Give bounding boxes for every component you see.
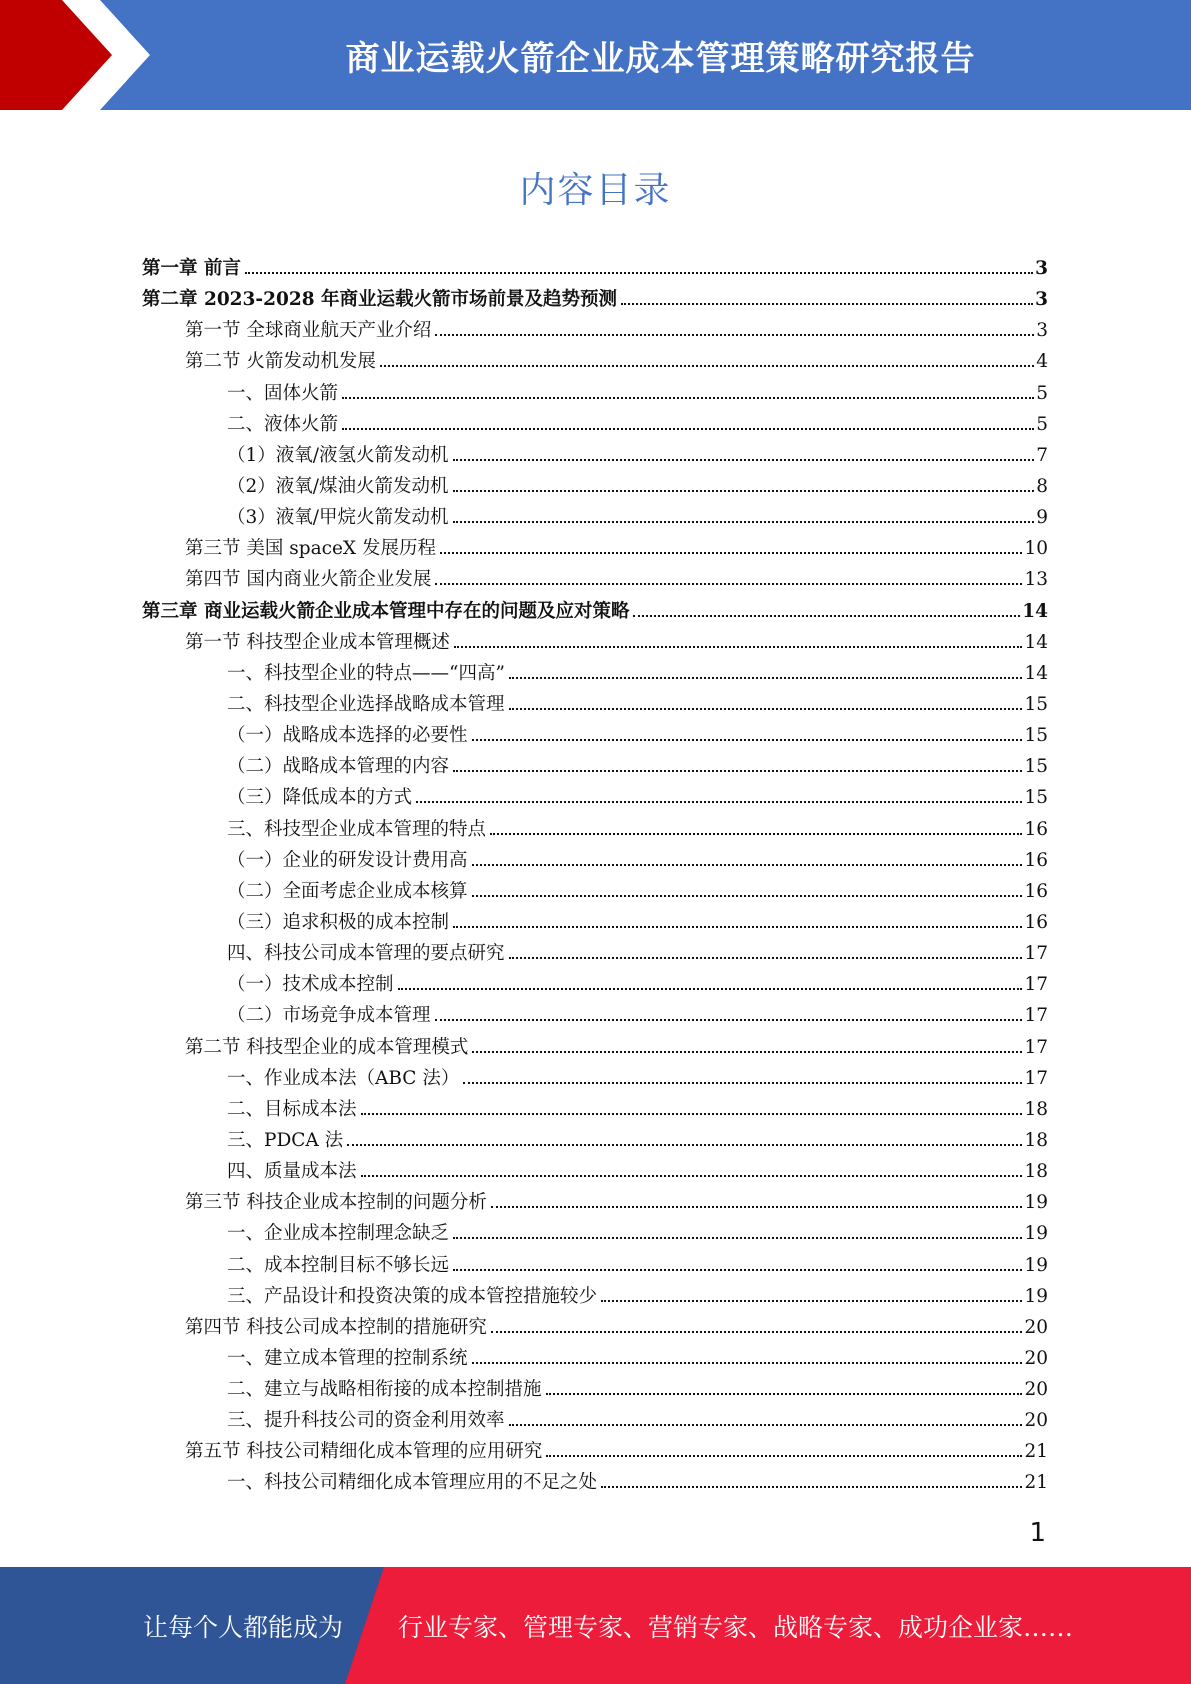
- toc-entry-page: 14: [1024, 631, 1048, 653]
- toc-dot-leader: [245, 272, 1033, 274]
- toc-dot-leader: [509, 677, 1023, 679]
- toc-entry-page: 8: [1036, 475, 1048, 497]
- toc-entry-label: （2）液氧/煤油火箭发动机: [227, 475, 449, 497]
- toc-entry[interactable]: [142, 1187, 1048, 1218]
- toc-entry[interactable]: [142, 346, 1048, 377]
- toc-entry-page: 20: [1024, 1347, 1048, 1369]
- toc-entry[interactable]: [142, 1125, 1048, 1156]
- toc-entry-page: 16: [1024, 849, 1048, 871]
- toc-dot-leader: [509, 1424, 1023, 1426]
- toc-entry-page: 4: [1036, 351, 1048, 373]
- toc-entry-label: 四、科技公司成本管理的要点研究: [227, 943, 505, 965]
- toc-entry[interactable]: [142, 1467, 1048, 1498]
- toc-entry-label: 第四节 科技公司成本控制的措施研究: [185, 1316, 487, 1338]
- report-title: 商业运载火箭企业成本管理策略研究报告: [345, 38, 976, 79]
- toc-dot-leader: [361, 1113, 1023, 1115]
- toc-entry[interactable]: [142, 471, 1048, 502]
- toc-entry[interactable]: [142, 907, 1048, 938]
- toc-dot-leader: [416, 801, 1022, 803]
- toc-dot-leader: [472, 739, 1023, 741]
- toc-entry-page: 18: [1024, 1129, 1048, 1151]
- toc-entry[interactable]: [142, 1312, 1048, 1343]
- toc-entry[interactable]: [142, 284, 1048, 315]
- toc-entry[interactable]: [142, 409, 1048, 440]
- toc-entry-label: 第一节 科技型企业成本管理概述: [185, 631, 450, 653]
- toc-dot-leader: [472, 895, 1023, 897]
- toc-entry-page: 16: [1024, 911, 1048, 933]
- toc-entry-page: 13: [1024, 569, 1048, 591]
- toc-entry[interactable]: [142, 658, 1048, 689]
- toc-entry[interactable]: [142, 440, 1048, 471]
- toc-entry-label: 二、目标成本法: [227, 1098, 357, 1120]
- toc-dot-leader: [621, 303, 1033, 305]
- toc-entry[interactable]: [142, 1156, 1048, 1187]
- toc-dot-leader: [546, 1393, 1023, 1395]
- toc-entry[interactable]: [142, 1063, 1048, 1094]
- toc-dot-leader: [380, 365, 1034, 367]
- toc-dot-leader: [509, 957, 1023, 959]
- header-banner: [0, 0, 1191, 110]
- toc-entry-page: 14: [1022, 600, 1048, 622]
- toc-entry-label: 第三节 美国 spaceX 发展历程: [185, 538, 436, 560]
- toc-entry-label: 第三节 科技企业成本控制的问题分析: [185, 1192, 487, 1214]
- toc-entry-label: 第二节 火箭发动机发展: [185, 351, 376, 373]
- toc-entry[interactable]: [142, 315, 1048, 346]
- toc-entry-page: 20: [1024, 1316, 1048, 1338]
- toc-entry-label: （二）市场竞争成本管理: [227, 1005, 431, 1027]
- toc-entry[interactable]: [142, 1218, 1048, 1249]
- footer-banner: [0, 1567, 1191, 1684]
- toc-entry-page: 17: [1024, 1036, 1048, 1058]
- toc-entry-label: 一、企业成本控制理念缺乏: [227, 1223, 450, 1245]
- toc-entry-page: 16: [1024, 880, 1048, 902]
- toc-entry-page: 15: [1024, 725, 1048, 747]
- toc-entry-page: 3: [1036, 320, 1048, 342]
- toc-entry-label: 三、PDCA 法: [227, 1129, 344, 1151]
- toc-entry[interactable]: [142, 689, 1048, 720]
- page-number: 1: [1029, 1518, 1046, 1548]
- toc-entry-label: 第四节 国内商业火箭企业发展: [185, 569, 432, 591]
- toc-entry[interactable]: [142, 627, 1048, 658]
- toc-entry-label: （三）追求积极的成本控制: [227, 911, 450, 933]
- toc-entry-page: 20: [1024, 1379, 1048, 1401]
- toc-dot-leader: [472, 1362, 1023, 1364]
- toc-dot-leader: [435, 334, 1034, 336]
- toc-entry-page: 3: [1035, 289, 1048, 311]
- toc-entry[interactable]: [142, 876, 1048, 907]
- toc-entry-label: 二、建立与战略相衔接的成本控制措施: [227, 1379, 542, 1401]
- toc-title: 内容目录: [519, 170, 672, 211]
- toc-entry-page: 19: [1024, 1223, 1048, 1245]
- toc-entry-label: 一、建立成本管理的控制系统: [227, 1347, 468, 1369]
- toc-dot-leader: [453, 459, 1035, 461]
- toc-entry-page: 10: [1024, 538, 1048, 560]
- toc-dot-leader: [453, 1269, 1022, 1271]
- toc-dot-leader: [435, 1019, 1023, 1021]
- toc-entry-page: 17: [1024, 1067, 1048, 1089]
- toc-entry[interactable]: [142, 1405, 1048, 1436]
- toc-dot-leader: [491, 1331, 1023, 1333]
- footer-slogan: 让每个人都能成为: [143, 1612, 344, 1642]
- toc-entry-label: 四、质量成本法: [227, 1161, 357, 1183]
- toc-dot-leader: [361, 1175, 1023, 1177]
- toc-dot-leader: [453, 926, 1022, 928]
- toc-entry[interactable]: [142, 596, 1048, 627]
- toc-dot-leader: [546, 1455, 1022, 1457]
- toc-dot-leader: [509, 708, 1023, 710]
- toc-entry-page: 15: [1024, 693, 1048, 715]
- toc-entry-label: （二）全面考虑企业成本核算: [227, 880, 468, 902]
- toc-entry-label: 第三章 商业运载火箭企业成本管理中存在的问题及应对策略: [142, 600, 630, 622]
- toc-dot-leader: [453, 521, 1035, 523]
- toc-entry[interactable]: [142, 814, 1048, 845]
- toc-dot-leader: [454, 646, 1023, 648]
- toc-entry-label: 第一节 全球商业航天产业介绍: [185, 320, 432, 342]
- toc-dot-leader: [453, 1237, 1022, 1239]
- toc-entry-label: 三、科技型企业成本管理的特点: [227, 818, 487, 840]
- toc-entry[interactable]: [142, 533, 1048, 564]
- toc-entry[interactable]: [142, 1094, 1048, 1125]
- toc-entry[interactable]: [142, 1000, 1048, 1031]
- toc-entry-label: （一）技术成本控制: [227, 974, 394, 996]
- toc-entry-label: （二）战略成本管理的内容: [227, 756, 450, 778]
- toc-entry-label: 三、提升科技公司的资金利用效率: [227, 1410, 505, 1432]
- toc-dot-leader: [453, 770, 1022, 772]
- table-of-contents: [142, 253, 1048, 1499]
- toc-entry-label: 二、液体火箭: [227, 413, 339, 435]
- toc-entry-label: 第一章 前言: [142, 258, 241, 279]
- toc-entry-page: 14: [1024, 662, 1048, 684]
- toc-entry-page: 5: [1036, 413, 1048, 435]
- toc-entry-page: 18: [1024, 1098, 1048, 1120]
- toc-entry[interactable]: [142, 845, 1048, 876]
- toc-entry-page: 5: [1036, 382, 1048, 404]
- toc-entry-label: 一、科技型企业的特点——“四高”: [227, 662, 505, 684]
- toc-entry-label: （三）降低成本的方式: [227, 787, 413, 809]
- toc-entry[interactable]: [142, 564, 1048, 595]
- toc-entry-page: 3: [1035, 258, 1048, 279]
- toc-dot-leader: [342, 397, 1034, 399]
- toc-entry[interactable]: [142, 1032, 1048, 1063]
- toc-entry-label: 第五节 科技公司精细化成本管理的应用研究: [185, 1441, 543, 1463]
- toc-dot-leader: [490, 833, 1022, 835]
- toc-entry-page: 19: [1024, 1285, 1048, 1307]
- toc-dot-leader: [472, 864, 1023, 866]
- toc-entry-label: 第二章 2023-2028 年商业运载火箭市场前景及趋势预测: [142, 289, 618, 311]
- toc-entry[interactable]: [142, 253, 1048, 284]
- toc-entry-page: 21: [1024, 1441, 1048, 1463]
- toc-entry[interactable]: [142, 751, 1048, 782]
- toc-entry[interactable]: [142, 1374, 1048, 1405]
- toc-entry-page: 9: [1036, 507, 1048, 529]
- toc-entry-label: （3）液氧/甲烷火箭发动机: [227, 507, 449, 529]
- toc-entry-page: 17: [1024, 1005, 1048, 1027]
- toc-entry-page: 17: [1024, 943, 1048, 965]
- toc-dot-leader: [601, 1486, 1022, 1488]
- toc-entry-page: 15: [1024, 756, 1048, 778]
- toc-dot-leader: [435, 583, 1022, 585]
- toc-dot-leader: [633, 615, 1020, 617]
- toc-entry-label: 一、固体火箭: [227, 382, 339, 404]
- toc-entry-page: 16: [1024, 818, 1048, 840]
- toc-dot-leader: [491, 1206, 1023, 1208]
- toc-entry-page: 18: [1024, 1161, 1048, 1183]
- toc-entry-label: （1）液氧/液氢火箭发动机: [227, 444, 449, 466]
- toc-dot-leader: [601, 1300, 1022, 1302]
- toc-entry-label: 二、成本控制目标不够长远: [227, 1254, 450, 1276]
- toc-dot-leader: [440, 552, 1022, 554]
- toc-entry-label: 二、科技型企业选择战略成本管理: [227, 693, 505, 715]
- toc-entry-page: 19: [1024, 1192, 1048, 1214]
- toc-entry-label: 第二节 科技型企业的成本管理模式: [185, 1036, 469, 1058]
- toc-dot-leader: [347, 1144, 1022, 1146]
- toc-dot-leader: [342, 428, 1034, 430]
- toc-entry[interactable]: [142, 720, 1048, 751]
- toc-entry-page: 17: [1024, 974, 1048, 996]
- toc-entry[interactable]: [142, 938, 1048, 969]
- toc-entry-label: （一）企业的研发设计费用高: [227, 849, 468, 871]
- toc-entry-label: 一、科技公司精细化成本管理应用的不足之处: [227, 1472, 598, 1494]
- toc-entry-label: （一）战略成本选择的必要性: [227, 725, 468, 747]
- toc-entry-label: 三、产品设计和投资决策的成本管控措施较少: [227, 1285, 598, 1307]
- toc-entry-page: 21: [1024, 1472, 1048, 1494]
- toc-entry-page: 20: [1024, 1410, 1048, 1432]
- toc-entry-page: 7: [1036, 444, 1048, 466]
- toc-dot-leader: [398, 988, 1023, 990]
- toc-entry[interactable]: [142, 1436, 1048, 1467]
- toc-entry[interactable]: [142, 969, 1048, 1000]
- toc-entry[interactable]: [142, 1250, 1048, 1281]
- toc-entry-label: 一、作业成本法（ABC 法）: [227, 1067, 460, 1089]
- toc-entry[interactable]: [142, 1343, 1048, 1374]
- toc-entry-page: 15: [1024, 787, 1048, 809]
- toc-entry[interactable]: [142, 378, 1048, 409]
- toc-dot-leader: [453, 490, 1035, 492]
- toc-entry[interactable]: [142, 1281, 1048, 1312]
- toc-dot-leader: [463, 1082, 1022, 1084]
- footer-roles: 行业专家、管理专家、营销专家、战略专家、成功企业家……: [398, 1612, 1074, 1642]
- toc-entry-page: 19: [1024, 1254, 1048, 1276]
- toc-dot-leader: [472, 1051, 1022, 1053]
- toc-entry[interactable]: [142, 502, 1048, 533]
- toc-entry[interactable]: [142, 782, 1048, 813]
